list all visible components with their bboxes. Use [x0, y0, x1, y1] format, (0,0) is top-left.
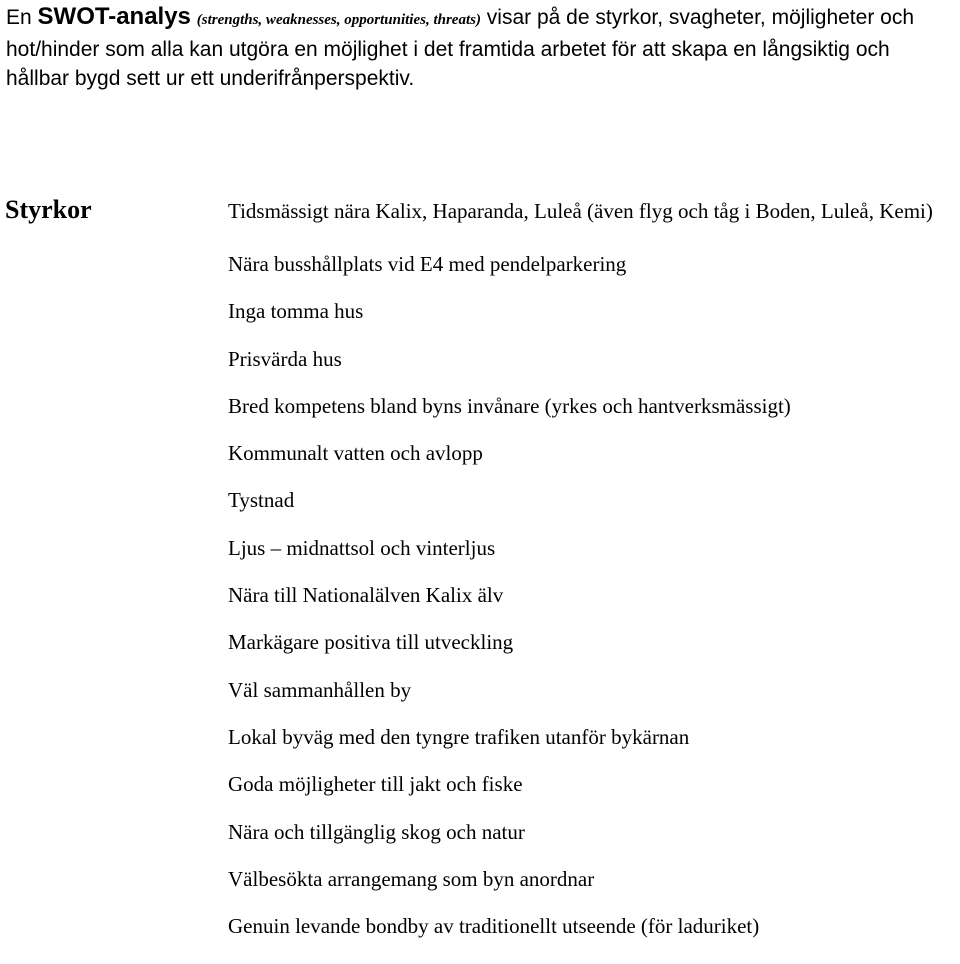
- list-item: Tidsmässigt nära Kalix, Haparanda, Luleå (även flyg och tåg i Boden, Luleå, Kemi): [228, 199, 933, 223]
- list-item: Inga tomma hus: [228, 299, 364, 324]
- list-item: Goda möjligheter till jakt och fiske: [228, 772, 523, 797]
- list-item: Genuin levande bondby av traditionellt utseende (för laduriket): [228, 914, 760, 939]
- list-item: Ljus – midnattsol och vinterljus: [228, 535, 496, 560]
- section-heading: Styrkor: [5, 195, 92, 224]
- list-item: Nära till Nationalälven Kalix älv: [228, 583, 504, 608]
- intro-text: visar på de styrkor, svagheter, möjligheter och hot/hinder som alla kan utgöra en möjlighet i det framtida arbetet för att skapa en långsiktig och hållbar bygd sett ur ett underifrånperspektiv.: [6, 6, 915, 90]
- intro-italic-gloss: (strengths, weaknesses, opportunities, threats): [196, 12, 481, 28]
- list-item: Tystnad: [228, 488, 295, 513]
- list-item: Väl sammanhållen by: [228, 677, 412, 702]
- intro-paragraph: [6, 2, 956, 93]
- list-item: Välbesökta arrangemang som byn anordnar: [228, 866, 595, 891]
- list-item: Kommunalt vatten och avlopp: [228, 441, 483, 466]
- strengths-list: [228, 198, 938, 960]
- list-item: Prisvärda hus: [228, 346, 342, 371]
- list-item: Nära och tillgänglig skog och natur: [228, 819, 525, 844]
- list-item: Lokal byväg med den tyngre trafiken utanför bykärnan: [228, 724, 690, 749]
- intro-prefix: En: [6, 6, 38, 29]
- list-item: Bred kompetens bland byns invånare (yrkes och hantverksmässigt): [228, 393, 791, 418]
- list-item: Markägare positiva till utveckling: [228, 630, 514, 655]
- intro-bold-term: SWOT-analys: [37, 3, 191, 30]
- list-item: Nära busshållplats vid E4 med pendelparkering: [228, 252, 627, 276]
